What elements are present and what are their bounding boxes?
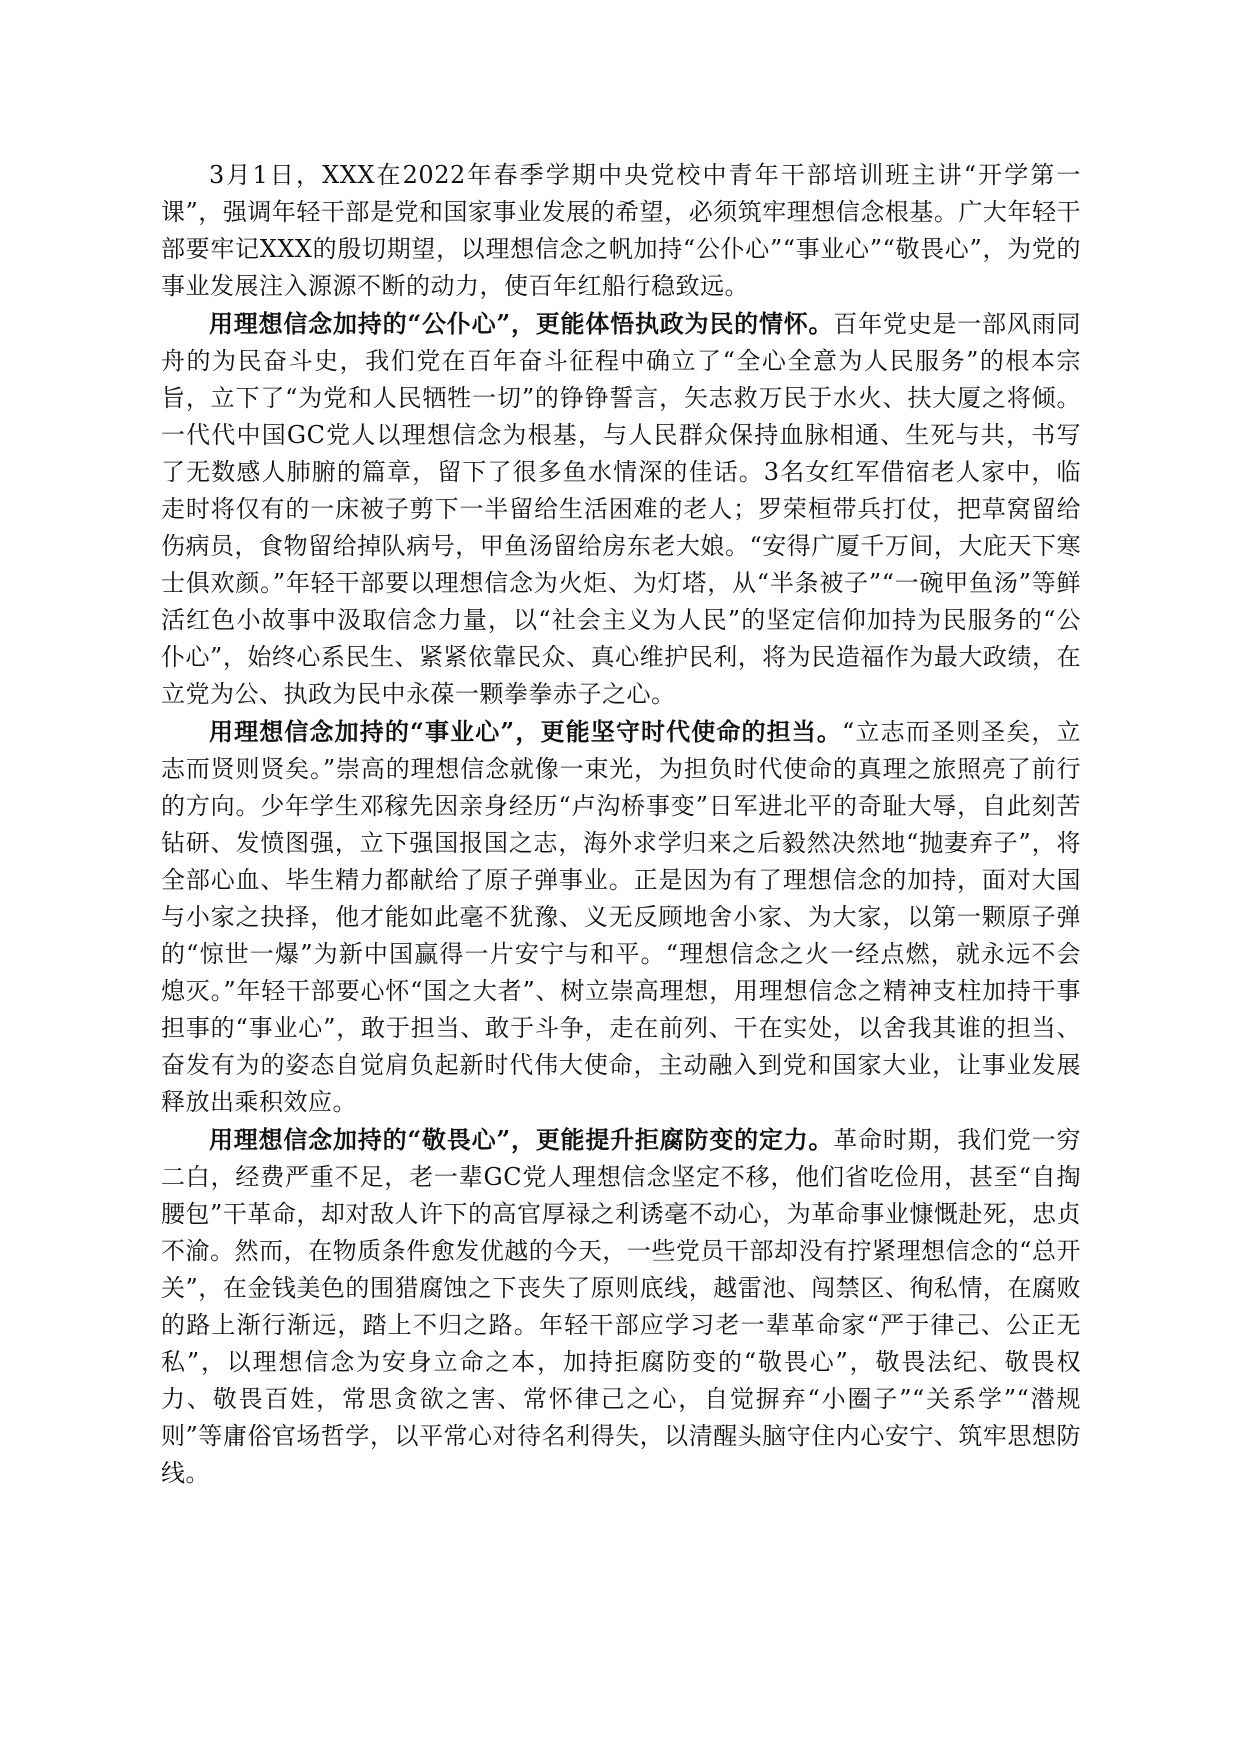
paragraph-text: “立志而圣则圣矣，立志而贤则贤矣。”崇高的理想信念就像一束光，为担负时代使命的真理之旅照亮了前行的方向。少年学生邓稼先因亲身经历“卢沟桥事变”日军进北平的奇耻大辱，自此刻苦钻研、发愤图强，立下强国报国之志，海外求学归来之后毅然决然地“抛妻弃子”，将全部心血、毕生精力都献给了原子弹事业。正是因为有了理想信念的加持，面对大国与小家之抉择，他才能如此毫不犹豫、义无反顾地舍小家、为大家，以第一颗原子弹的“惊世一爆”为新中国赢得一片安宁与和平。“理想信念之火一经点燃，就永远不会熄灭。”年轻干部要心怀“国之大者”、树立崇高理想，用理想信念之精神支柱加持干事担事的“事业心”，敢于担当、敢于斗争，走在前列、干在实处，以舍我其谁的担当、奋发有为的姿态自觉肩负起新时代伟大使命，主动融入到党和国家大业，让事业发展释放出乘积效应。: [161, 718, 1082, 1116]
paragraph-shiye-xin: [161, 713, 1081, 1121]
paragraph-lead: 用理想信念加持的“公仆心”，更能体悟执政为民的情怀。: [209, 309, 834, 338]
paragraph-text: 3月1日，XXX在2022年春季学期中央党校中青年干部培训班主讲“开学第一课”，强调年轻干部是党和国家事业发展的希望，必须筑牢理想信念根基。广大年轻干部要牢记XXX的殷切期望，以理想信念之帆加持“公仆心”“事业心”“敬畏心”，为党的事业发展注入源源不断的动力，使百年红船行稳致远。: [161, 161, 1081, 300]
document-body: [161, 156, 1081, 1492]
paragraph-jingwei-xin: [161, 1121, 1081, 1492]
paragraph-text: 百年党史是一部风雨同舟的为民奋斗史，我们党在百年奋斗征程中确立了“全心全意为人民服务”的根本宗旨，立下了“为党和人民牺牲一切”的铮铮誓言，矢志救万民于水火、扶大厦之将倾。一代代中国GC党人以理想信念为根基，与人民群众保持血脉相通、生死与共，书写了无数感人肺腑的篇章，留下了很多鱼水情深的佳话。3名女红军借宿老人家中，临走时将仅有的一床被子剪下一半留给生活困难的老人；罗荣桓带兵打仗，把草窝留给伤病员，食物留给掉队病号，甲鱼汤留给房东老大娘。“安得广厦千万间，大庇天下寒士俱欢颜。”年轻干部要以理想信念为火炬、为灯塔，从“半条被子”“一碗甲鱼汤”等鲜活红色小故事中汲取信念力量，以“社会主义为人民”的坚定信仰加持为民服务的“公仆心”，始终心系民生、紧紧依靠民众、真心维护民利，将为民造福作为最大政绩，在立党为公、执政为民中永葆一颗拳拳赤子之心。: [161, 310, 1081, 708]
paragraph-lead: 用理想信念加持的“敬畏心”，更能提升拒腐防变的定力。: [209, 1125, 834, 1154]
paragraph-gongpu-xin: [161, 305, 1081, 713]
paragraph-intro: [161, 156, 1081, 305]
paragraph-text: 革命时期，我们党一穷二白，经费严重不足，老一辈GC党人理想信念坚定不移，他们省吃俭用，甚至“自掏腰包”干革命，却对敌人许下的高官厚禄之利诱毫不动心，为革命事业慷慨赴死，忠贞不渝。然而，在物质条件愈发优越的今天，一些党员干部却没有拧紧理想信念的“总开关”，在金钱美色的围猎腐蚀之下丧失了原则底线，越雷池、闯禁区、徇私情，在腐败的路上渐行渐远，踏上不归之路。年轻干部应学习老一辈革命家“严于律己、公正无私”，以理想信念为安身立命之本，加持拒腐防变的“敬畏心”，敬畏法纪、敬畏权力、敬畏百姓，常思贪欲之害、常怀律己之心，自觉摒弃“小圈子”“关系学”“潜规则”等庸俗官场哲学，以平常心对待名利得失，以清醒头脑守住内心安宁、筑牢思想防线。: [161, 1126, 1081, 1487]
paragraph-lead: 用理想信念加持的“事业心”，更能坚守时代使命的担当。: [209, 717, 843, 746]
